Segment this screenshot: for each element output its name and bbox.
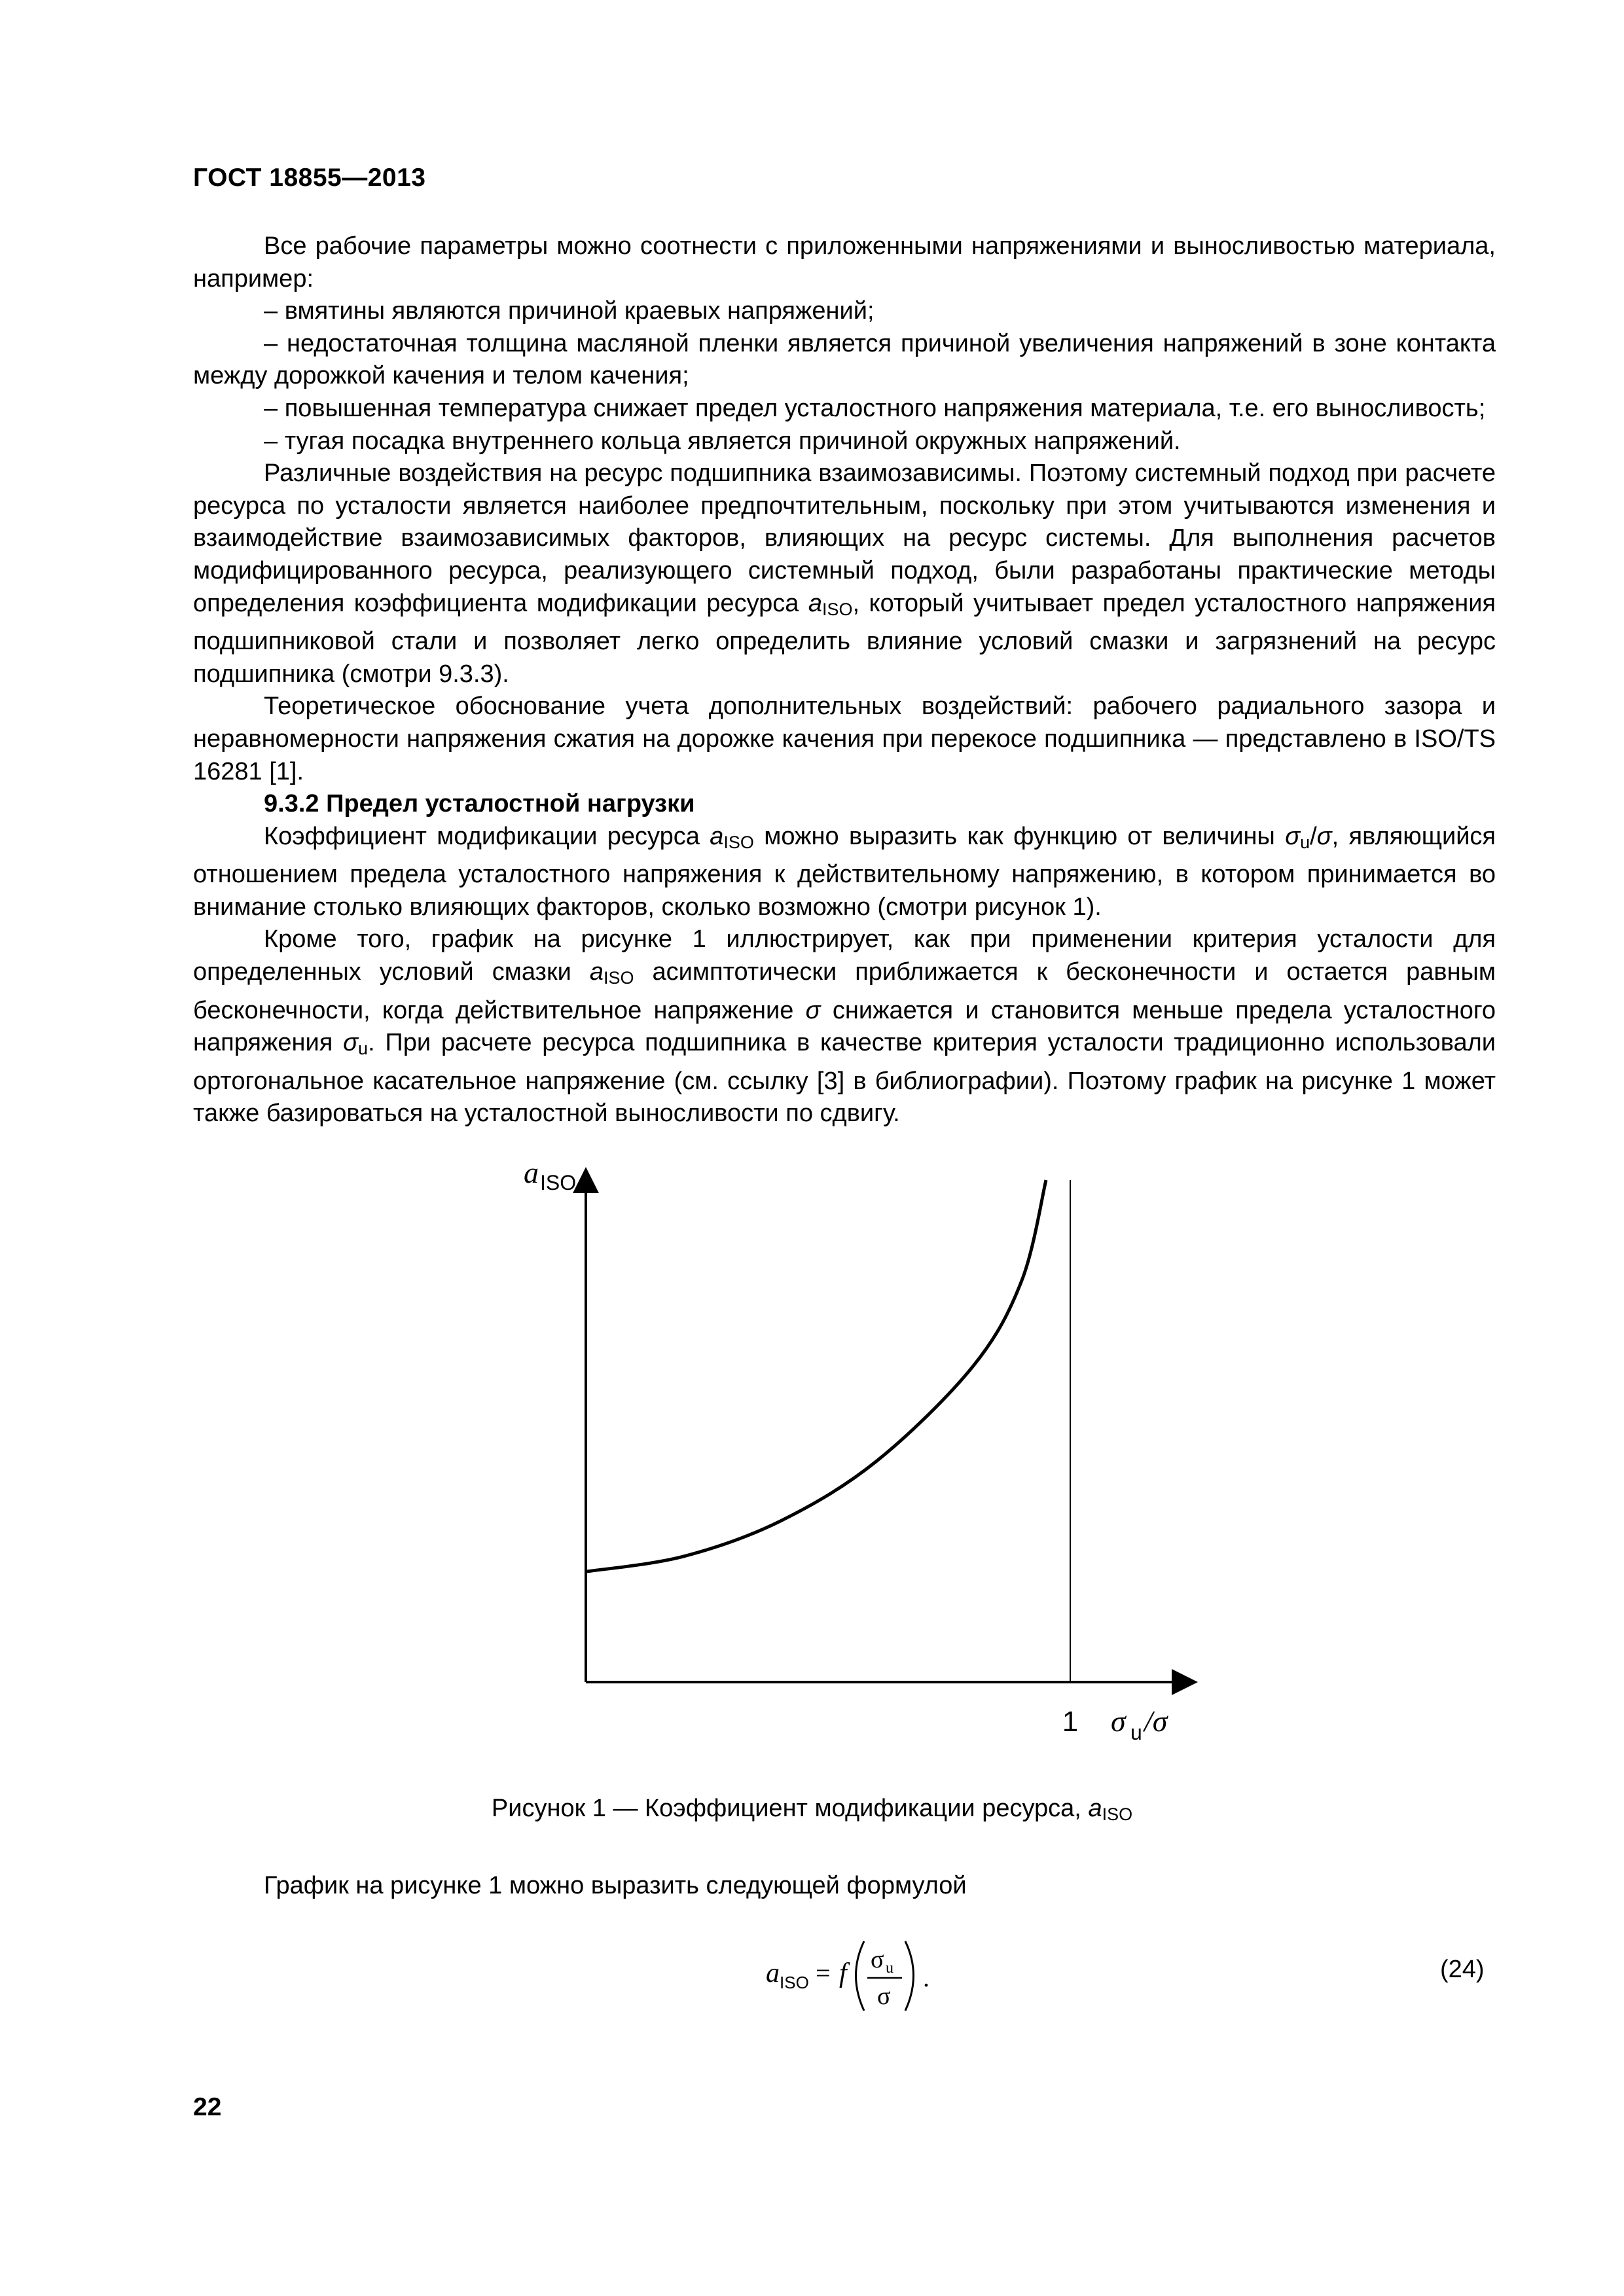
document-header: ГОСТ 18855—2013 [193, 164, 426, 192]
formula-equals: = [816, 1958, 831, 1988]
a-iso-curve [586, 1180, 1046, 1571]
list-item-fit: – тугая посадка внутреннего кольца является причиной окружных напряжений. [264, 427, 1181, 455]
formula-a: a [766, 1958, 780, 1988]
y-axis-label-a: a [524, 1156, 539, 1189]
formula-iso: ISO [780, 1973, 809, 1992]
formula-intro: График на рисунке 1 можно выразить следующей формулой [264, 1872, 967, 1899]
paragraph-1: Все рабочие параметры можно соотнести с приложенными напряжениями и выносливостью материала, например: [193, 232, 1496, 293]
formula-24 [766, 1937, 962, 2016]
x-axis-label-den: /σ [1144, 1704, 1168, 1738]
y-axis-label-sub: ISO [540, 1171, 577, 1194]
paragraph-theory: Теоретическое обоснование учета дополнительных воздействий: рабочего радиального зазора и неравномерности напряжения сжатия на дорожке качения при перекосе подшипника — представлено в ISO/TS 16281 [1]. [193, 692, 1496, 785]
life-modification-chart [478, 1155, 1224, 1764]
list-item-oil-film: – недостаточная толщина масляной пленки является причиной увеличения напряжений в зоне контакта между дорожкой качения и телом качения; [193, 329, 1496, 390]
equation-number: (24) [1440, 1956, 1485, 1983]
formula-f: f [839, 1958, 847, 1988]
paragraph-coefficient: Коэффициент модификации ресурса $a_{ISO}$ можно выразить как функцию от величины $\sigma_u/\sigma$, являющийся отношением предела усталостного напряжения к действительному напряжению, в котором принимается во внимание столько влияющих факторов, сколько возможно (смотри рисунок 1). [193, 822, 1496, 921]
figure-caption: Рисунок 1 — Коэффициент модификации ресурса, $a_{ISO}$ [491, 1795, 1133, 1824]
formula-svg [766, 1937, 962, 2016]
list-item-dents: – вмятины являются причиной краевых напряжений; [264, 297, 875, 325]
list-item-temperature: – повышенная температура снижает предел усталостного напряжения материала, т.е. его выносливость; [264, 394, 1486, 422]
formula-den-sigma: σ [877, 1982, 891, 2010]
x-axis-label-sub: u [1130, 1721, 1142, 1744]
paragraph-graph-explanation: Кроме того, график на рисунке 1 иллюстрирует, как при применении критерия усталости для определенных условий смазки $a_{ISO}$ асимптотически приближается к бесконечности и остается равным бесконечности, когда действительное напряжение σ снижается и становится меньше предела усталостного напряжения $\sigma_u$. При расчете ресурса подшипника в качестве критерия усталости традиционно использовали ортогональное касательное напряжение (см. ссылку [3] в библиографии). Поэтому график на рисунке 1 может также базироваться на усталостной выносливости по сдвигу. [193, 925, 1496, 1128]
formula-right-paren [905, 1941, 914, 2011]
section-heading: 9.3.2 Предел усталостной нагрузки [264, 790, 695, 818]
figure-1 [478, 1155, 1224, 1764]
formula-left-paren [856, 1941, 865, 2011]
x-tick-label: 1 [1062, 1706, 1079, 1738]
paragraph-system-approach: Различные воздействия на ресурс подшипника взаимозависимы. Поэтому системный подход при расчете ресурса по усталости является наиболее предпочтительным, поскольку при этом учитываются изменения и взаимодействие взаимозависимых факторов, влияющих на ресурс системы. Для выполнения расчетов модифицированного ресурса, реализующего системный подход, были разработаны практические методы определения коэффициента модификации ресурса $a_{ISO}$, который учитывает предел усталостного напряжения подшипниковой стали и позволяет легко определить влияние условий смазки и загрязнений на ресурс подшипника (смотри 9.3.3). [193, 459, 1496, 688]
x-axis-label-sigma: σ [1111, 1704, 1126, 1738]
formula-num-u: u [886, 1960, 893, 1977]
formula-num-sigma: σ [871, 1946, 884, 1973]
formula-dot: . [923, 1963, 929, 1992]
body-text [193, 230, 1496, 1130]
page-number: 22 [193, 2093, 222, 2121]
